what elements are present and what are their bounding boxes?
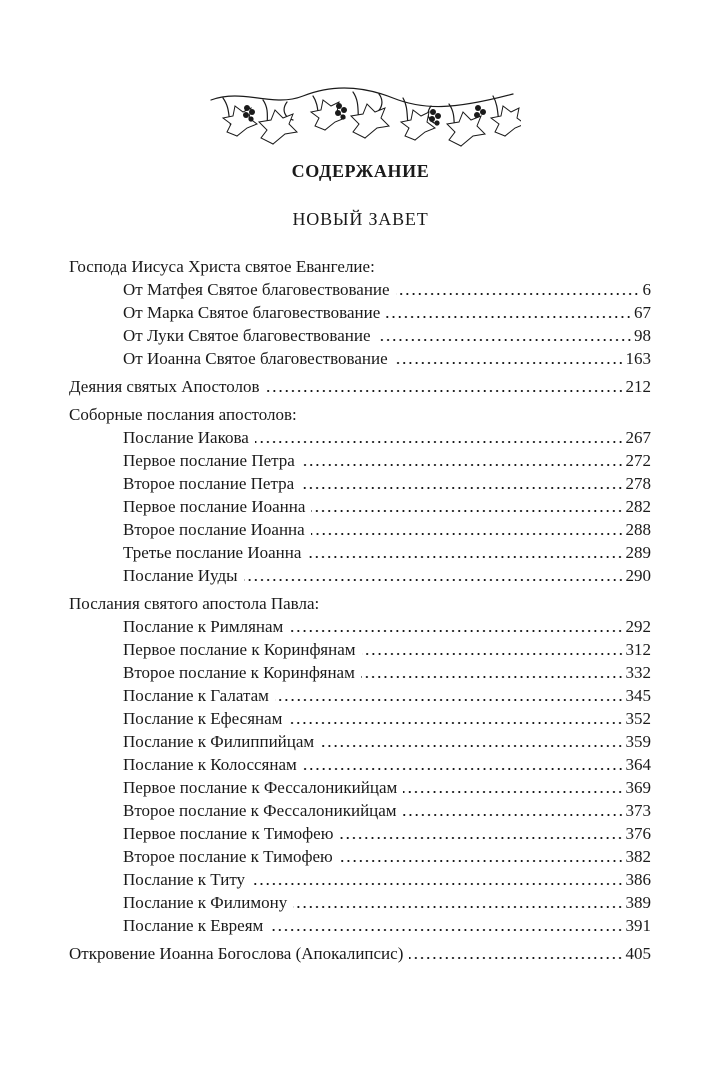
toc-group-heading: Соборные послания апостолов: (69, 405, 297, 424)
toc-entry[interactable] (69, 324, 651, 347)
toc-entry-page: 212 (625, 377, 651, 396)
toc-entry-label: Второе послание к Фессалоникийцам (123, 801, 397, 820)
toc-entry[interactable] (69, 518, 651, 541)
toc-entry[interactable] (69, 638, 651, 661)
dot-leader (409, 956, 623, 960)
toc-entry-label: Послание Иакова (123, 428, 249, 447)
table-of-contents (69, 255, 651, 970)
toc-entry-label: Послание к Колоссянам (123, 755, 297, 774)
dot-leader (301, 463, 624, 467)
toc-entry-label: От Матфея Святое благовествование (123, 280, 390, 299)
toc-entry[interactable] (69, 799, 651, 822)
toc-entry-label: Первое послание Петра (123, 451, 295, 470)
dot-leader (288, 721, 623, 725)
toc-entry-page: 267 (625, 428, 651, 447)
toc-entry-label: Третье послание Иоанна (123, 543, 302, 562)
toc-entry-label: Откровение Иоанна Богослова (Апокалипсис) (69, 944, 404, 963)
dot-leader (300, 486, 623, 490)
toc-entry-label: Второе послание к Тимофею (123, 847, 333, 866)
toc-entry-label: От Марка Святое благовествование (123, 303, 381, 322)
toc-entry-page: 292 (625, 617, 651, 636)
toc-entry[interactable] (69, 661, 651, 684)
toc-entry-label: Первое послание к Коринфянам (123, 640, 356, 659)
toc-entry[interactable] (69, 942, 651, 965)
toc-entry[interactable] (69, 776, 651, 799)
toc-entry-page: 345 (625, 686, 651, 705)
toc-entry-label: Послание к Филимону (123, 893, 288, 912)
toc-entry-page: 332 (625, 663, 651, 682)
toc-entry-page: 163 (625, 349, 651, 368)
toc-group-gospels (69, 255, 651, 370)
toc-entry-label: От Луки Святое благовествование (123, 326, 371, 345)
dot-leader (269, 928, 623, 932)
toc-entry-label: Первое послание к Фессалоникийцам (123, 778, 398, 797)
toc-entry[interactable] (69, 822, 651, 845)
toc-entry-page: 289 (625, 543, 651, 562)
toc-entry-page: 382 (625, 847, 651, 866)
toc-entry-page: 364 (625, 755, 651, 774)
dot-leader (396, 292, 639, 296)
toc-entry[interactable] (69, 301, 651, 324)
dot-leader (394, 361, 624, 365)
toc-entry-page: 98 (634, 326, 651, 345)
grapevine-ornament-icon (203, 78, 521, 160)
toc-entry[interactable] (69, 868, 651, 891)
toc-entry-page: 6 (642, 280, 651, 299)
toc-entry-page: 405 (625, 944, 651, 963)
toc-entry-label: Послание Иуды (123, 566, 238, 585)
toc-group-heading: Послания святого апостола Павла: (69, 594, 320, 613)
toc-entry-label: Первое послание к Тимофею (123, 824, 334, 843)
toc-entry-label: Послание к Филиппийцам (123, 732, 315, 751)
toc-entry-page: 389 (625, 893, 651, 912)
toc-group-revelation (69, 942, 651, 965)
dot-leader (339, 859, 624, 863)
toc-entry[interactable] (69, 845, 651, 868)
dot-leader (386, 315, 632, 319)
dot-leader (303, 767, 624, 771)
dot-leader (266, 389, 624, 393)
toc-entry-label: Послание к Титу (123, 870, 246, 889)
dot-leader (339, 836, 623, 840)
dot-leader (403, 813, 624, 817)
toc-entry-label: Деяния святых Апостолов (69, 377, 260, 396)
toc-entry[interactable] (69, 564, 651, 587)
toc-entry-page: 312 (625, 640, 651, 659)
toc-entry[interactable] (69, 914, 651, 937)
toc-entry-label: Второе послание Петра (123, 474, 295, 493)
toc-entry-page: 386 (625, 870, 651, 889)
toc-entry-page: 272 (625, 451, 651, 470)
toc-entry[interactable] (69, 615, 651, 638)
toc-entry-page: 369 (625, 778, 651, 797)
toc-entry-label: Послание к Ефесянам (123, 709, 283, 728)
toc-entry-page: 288 (625, 520, 651, 539)
toc-entry-page: 278 (625, 474, 651, 493)
toc-entry-page: 67 (634, 303, 651, 322)
toc-entry-label: Послание к Галатам (123, 686, 269, 705)
toc-entry[interactable] (69, 891, 651, 914)
toc-entry[interactable] (69, 495, 651, 518)
dot-leader (361, 675, 624, 679)
dot-leader (255, 440, 624, 444)
toc-entry[interactable] (69, 278, 651, 301)
toc-entry[interactable] (69, 426, 651, 449)
toc-entry-label: Послание к Евреям (123, 916, 264, 935)
toc-entry-label: Второе послание к Коринфянам (123, 663, 355, 682)
dot-leader (307, 555, 623, 559)
page-title: СОДЕРЖАНИЕ (291, 161, 430, 181)
toc-entry-label: Второе послание Иоанна (123, 520, 305, 539)
toc-entry[interactable] (69, 707, 651, 730)
toc-entry-page: 373 (625, 801, 651, 820)
toc-entry-label: От Иоанна Святое благовествование (123, 349, 388, 368)
toc-entry-page: 376 (625, 824, 651, 843)
dot-leader (311, 509, 623, 513)
toc-entry-page: 391 (625, 916, 651, 935)
toc-entry-label: Послание к Римлянам (123, 617, 284, 636)
dot-leader (251, 882, 623, 886)
toc-group-catholic-epistles (69, 403, 651, 587)
toc-entry[interactable] (69, 375, 651, 398)
toc-entry[interactable] (69, 449, 651, 472)
toc-group-pauline-epistles (69, 592, 651, 937)
toc-entry-label: Первое послание Иоанна (123, 497, 306, 516)
toc-entry[interactable] (69, 541, 651, 564)
toc-entry[interactable] (69, 472, 651, 495)
toc-entry-page: 352 (625, 709, 651, 728)
dot-leader (311, 532, 624, 536)
dot-leader (377, 338, 632, 342)
toc-group-heading: Господа Иисуса Христа святое Евангелие: (69, 257, 375, 276)
dot-leader (293, 905, 623, 909)
toc-entry[interactable] (69, 730, 651, 753)
toc-entry-page: 282 (625, 497, 651, 516)
dot-leader (362, 652, 624, 656)
dot-leader (289, 629, 623, 633)
toc-entry[interactable] (69, 753, 651, 776)
section-subtitle: НОВЫЙ ЗАВЕТ (292, 209, 429, 229)
dot-leader (244, 578, 624, 582)
toc-entry-page: 359 (625, 732, 651, 751)
toc-entry-page: 290 (625, 566, 651, 585)
toc-group-acts (69, 375, 651, 398)
toc-entry[interactable] (69, 684, 651, 707)
dot-leader (275, 698, 624, 702)
toc-entry[interactable] (69, 347, 651, 370)
dot-leader (403, 790, 623, 794)
dot-leader (320, 744, 623, 748)
